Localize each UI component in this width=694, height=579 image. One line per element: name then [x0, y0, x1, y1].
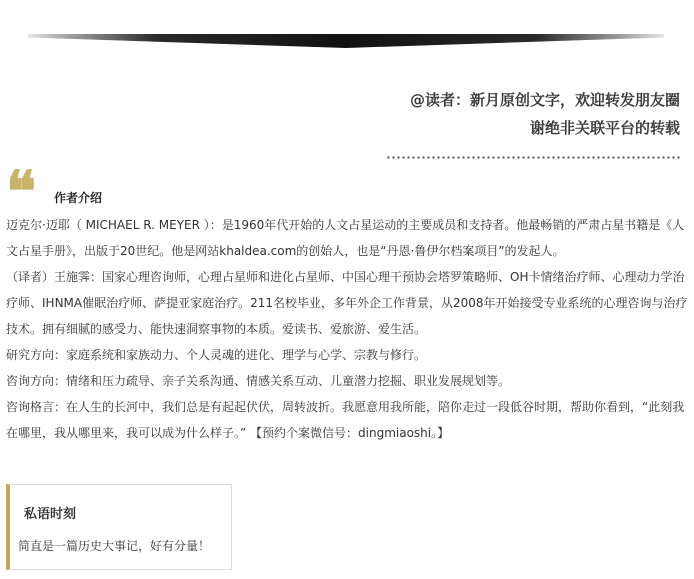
bio-paragraph: 咨询方向：情绪和压力疏导、亲子关系沟通、情感关系互动、儿童潜力挖掘、职业发展规划等。 [6, 374, 511, 388]
notice-line-2: 谢绝非关联平台的转载 [529, 119, 680, 137]
bio-paragraph: 咨询格言：在人生的长河中，我们总是有起起伏伏，周转波折。我愿意用我所能，陪你走过一段低谷时期，帮助你看到，“此刻我在哪里，我从哪里来，我可以成为什么样子。” 【预约个案微信号：dingmiaoshi。】 [6, 400, 685, 440]
bio-paragraph: 研究方向：家庭系统和家族动力、个人灵魂的进化、理学与心学、宗教与修行。 [6, 348, 427, 362]
reader-notice [410, 86, 680, 142]
quote-mark-icon: ❝ [6, 159, 37, 225]
top-divider-bar [28, 34, 664, 48]
author-section-title: 作者介绍 [54, 191, 103, 205]
bio-paragraph: （译者）王施霁：国家心理咨询师，心理占星师和进化占星师、中国心理干预协会塔罗策略师、OH卡情绪治疗师、心理动力学治疗师、IHNMA催眠治疗师、萨提亚家庭治疗。211名校毕业，多年外企工作背景，从2008年开始接受专业系统的心理咨询与治疗技术。拥有细腻的感受力、能快速洞察事物的本质。爱读书、爱旅游、爱生活。 [6, 270, 688, 336]
dotted-divider [386, 156, 682, 159]
bio-paragraph: 迈克尔·迈耶（ MICHAEL R. MEYER ）：是1960年代开始的人文占星运动的主要成员和支持者。他最畅销的严肃占星书籍是《人文占星手册》，出版于20世纪。他是网站khaldea.com的创始人，也是“丹恩·鲁伊尔档案项目”的发起人。 [6, 218, 685, 258]
private-note-box [6, 484, 232, 570]
notice-line-1: @读者：新月原创文字，欢迎转发朋友圈 [409, 91, 680, 109]
private-note-text: 简直是一篇历史大事记，好有分量！ [18, 539, 211, 553]
author-bio [6, 212, 688, 446]
private-note-title: 私语时刻 [24, 507, 77, 522]
